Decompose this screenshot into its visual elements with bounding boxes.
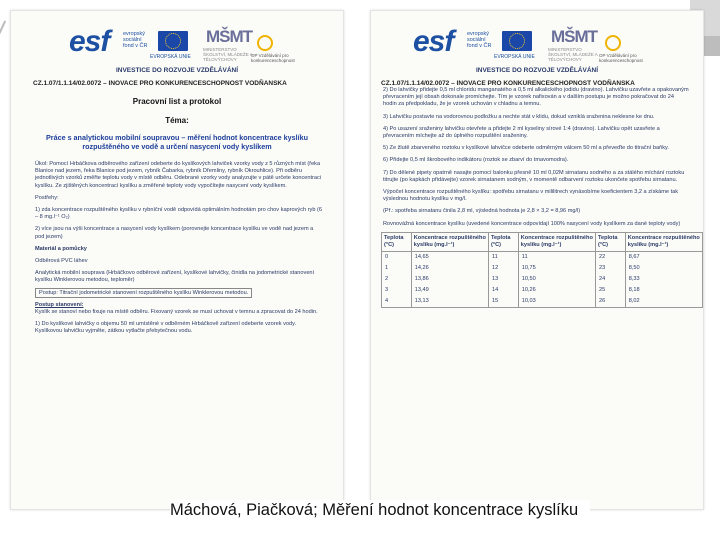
table-cell: 12 — [488, 263, 518, 274]
table-cell: 2 — [382, 274, 412, 285]
eu-flag-icon — [502, 31, 532, 51]
topic-subtitle: Práce s analytickou mobilní soupravou – měření hodnot koncentrace kyslíku rozpuštěného ve vodě a určení nasycení vody kyslíkem — [45, 133, 309, 151]
table-header: Teplota (°C) — [595, 232, 625, 251]
table-cell: 15 — [488, 296, 518, 308]
logo-bar — [371, 11, 703, 63]
table-cell: 3 — [382, 285, 412, 296]
step-6: 6) Přidejte 0,5 ml škrobového indikátoru (roztok se zbarví do tmavomodra). — [383, 157, 569, 164]
slide-caption: Máchová, Piačková; Měření hodnot koncentrace kyslíku — [170, 500, 590, 520]
table-cell: 8,18 — [625, 285, 702, 296]
table-cell: 14,65 — [411, 251, 488, 263]
table-cell: 13 — [488, 274, 518, 285]
logo-bar — [11, 11, 343, 63]
table-cell: 11 — [488, 251, 518, 263]
table-cell: 8,50 — [625, 263, 702, 274]
step-4: 4) Po usazení sraženiny lahvičku otevřete a přidejte 2 ml kyseliny sírové 1:4 (dravino). Lahvičku opět uzavřete a převracením míchejte až do úplného rozpuštění sraženiny. — [383, 125, 660, 140]
table-cell: 13,86 — [411, 274, 488, 285]
table-row — [382, 285, 703, 296]
observation-1: 1) zda koncentrace rozpuštěného kyslíku v rybníční vodě odpovídá optimálním hodnotám pro chov kaprových ryb (6 – 8 mg.l⁻¹ O₂) — [35, 207, 322, 221]
table-cell: 22 — [595, 251, 625, 263]
table-cell: 8,33 — [625, 274, 702, 285]
eu-label: EVROPSKÁ UNIE — [494, 54, 535, 60]
eu-label: EVROPSKÁ UNIE — [150, 54, 191, 60]
table-header-row — [382, 232, 703, 251]
table-row — [382, 296, 703, 308]
op-logo-icon — [605, 35, 621, 51]
observations-heading: Postřehy: — [35, 194, 59, 201]
table-row — [382, 263, 703, 274]
table-cell: 25 — [595, 285, 625, 296]
msmt-logo-subtitle: MINISTERSTVO ŠKOLSTVÍ, MLÁDEŽE A TĚLOVÝCHOVY — [548, 47, 598, 62]
determination-heading: Postup stanovení: — [35, 301, 84, 308]
worksheet-page-right — [370, 10, 704, 510]
project-id: CZ.1.07/1.1.14/02.0072 – INOVACE PRO KONKURENCESCHOPNOST VODŇANSKA — [381, 80, 635, 87]
esf-logo: esf — [413, 25, 454, 58]
table-cell: 10,03 — [518, 296, 595, 308]
table-row — [382, 251, 703, 263]
task-text: Úkol: Pomocí Hrbáčkova odběrového zařízení odeberte do kyslíkových lahviček vzorky vody z 5 různých míst (řeka Blanice nad jezem, řeka Blanice pod jezem, rybník Čabarka, rybník Dřemliny, rybník Okrouhlice). Při odběru jednotlivých vzorků změřte teplotu vody v místě odběru. Odebrané vzorky vody analyzujte v pátě určete koncentraci kyslíku. Ze zjištěných koncentrací kyslíku a změřené teploty vody vypočítejte nasycení vody kyslíkem. — [35, 161, 322, 189]
table-cell: 26 — [595, 296, 625, 308]
esf-logo-subtitle: evropský sociální fond v ČR — [467, 31, 492, 49]
step-3: 3) Lahvičku postavte na vodorovnou podložku a nechte stát v klidu, dokud vzniklá sraženina neklesne ke dnu. — [383, 113, 655, 120]
table-cell: 8,02 — [625, 296, 702, 308]
table-cell: 10,75 — [518, 263, 595, 274]
oxygen-saturation-table — [381, 232, 703, 308]
table-cell: 14 — [488, 285, 518, 296]
determination-note: Kyslík se stanoví nebo fixuje na místě odběru. Fixovaný vzorek se musí uchovat v temnu a zpracovat do 24 hodin. — [35, 309, 318, 316]
calculation-text: Výpočet koncentrace rozpuštěného kyslíku: spotřebu sirnatanu v mililitrech vynásobíme koeficientem 3,2 a získáme tak výslednou hodnotu kyslíku v mg/l. — [383, 189, 679, 203]
table-cell: 1 — [382, 263, 412, 274]
calculation-example: (Př.: spotřeba sirnatanu činila 2,8 ml, výsledná hodnota je 2,8 × 3,2 = 8,96 mg/l) — [383, 208, 581, 215]
table-cell: 10,26 — [518, 285, 595, 296]
table-header: Teplota (°C) — [488, 232, 518, 251]
table-row — [382, 274, 703, 285]
procedure-label: Postup: Titrační jodometrické stanovení rozpuštěného kyslíku Winklerovou metodou. — [35, 288, 252, 298]
msmt-logo: MŠMT — [551, 27, 598, 46]
observation-2: 2) více jsou na výši koncentrace a nasycení vody kyslíkem (porovnejte koncentrace kyslíku ve vodě nad jezem a pod jezem) — [35, 226, 314, 240]
op-logo-label: OP Vzdělávání pro konkurenceschopnost — [251, 53, 295, 63]
materials-heading: Materiál a pomůcky — [35, 245, 87, 252]
material-item-2: Analytická mobilní souprava (Hrbáčkovo odběrové zařízení, kyslíkové lahvičky, činidla na jodometrické stanovení kyslíku Winklerovou metodou, teploměr) — [35, 270, 315, 284]
eu-stars-icon — [165, 33, 181, 49]
msmt-logo: MŠMT — [206, 27, 253, 46]
op-logo-label: OP Vzdělávání pro konkurenceschopnost — [599, 53, 643, 63]
worksheet-title: Pracovní list a protokol — [132, 97, 222, 106]
table-cell: 10,50 — [518, 274, 595, 285]
table-cell: 4 — [382, 296, 412, 308]
edge-mark — [0, 21, 6, 40]
step-2: 2) Do lahvičky přidejte 0,5 ml chloridu manganatého a 0,5 ml alkalického jodidu (dravino). Lahvičku uzavřete a opakovaným převracením její obsah dokonale promíchejte. Tím je vzorek nafixován a v dalším postupu je možno pokračovat do 24 hodin za předpokladu, že je vzorek uchován v chladnu a temnu. — [383, 87, 689, 108]
material-item-1: Odběrová PVC láhev — [35, 258, 88, 265]
table-cell: 23 — [595, 263, 625, 274]
table-cell: 24 — [595, 274, 625, 285]
table-cell: 13,49 — [411, 285, 488, 296]
table-cell: 0 — [382, 251, 412, 263]
table-header: Koncentrace rozpuštěného kyslíku (mg.l⁻¹) — [411, 232, 488, 251]
invest-slogan: INVESTICE DO ROZVOJE VZDĚLÁVÁNÍ — [475, 67, 599, 74]
eu-flag-icon — [158, 31, 188, 51]
worksheet-page-left — [10, 10, 344, 510]
op-logo-icon — [257, 35, 273, 51]
esf-logo: esf — [69, 25, 110, 58]
table-header: Koncentrace rozpuštěného kyslíku (mg.l⁻¹) — [518, 232, 595, 251]
step-5: 5) Ze žlutě zbarveného roztoku v kyslíkové lahvičce odeberte odměrným válcem 50 ml a převeďte do titrační baňky. — [383, 145, 669, 152]
project-id: CZ.1.07/1.1.14/02.0072 – INOVACE PRO KONKURENCESCHOPNOST VODŇANSKA — [33, 80, 287, 87]
table-cell: 11 — [518, 251, 595, 263]
table-cell: 13,13 — [411, 296, 488, 308]
msmt-logo-subtitle: MINISTERSTVO ŠKOLSTVÍ, MLÁDEŽE A TĚLOVÝCHOVY — [203, 47, 253, 62]
table-header: Teplota (°C) — [382, 232, 412, 251]
table-cell: 8,67 — [625, 251, 702, 263]
esf-logo-subtitle: evropský sociální fond v ČR — [123, 31, 148, 49]
topic-label: Téma: — [165, 116, 189, 125]
invest-slogan: INVESTICE DO ROZVOJE VZDĚLÁVÁNÍ — [115, 67, 239, 74]
step-1: 1) Do kyslíkové lahvičky o objemu 50 ml umístěné v odběrném Hrbáčkově zařízení odeberte vzorek vody. Kyslíkovou lahvičku vyjměte, zátkou vytlačte přebytečnou vodu. — [35, 321, 297, 335]
table-intro: Rovnovážná koncentrace kyslíku (uvedené koncentrace odpovídají 100% nasycení vody kyslíkem za dané teploty vody) — [383, 220, 681, 227]
table-cell: 14,26 — [411, 263, 488, 274]
eu-stars-icon — [509, 33, 525, 49]
table-header: Koncentrace rozpuštěného kyslíku (mg.l⁻¹) — [625, 232, 702, 251]
step-7: 7) Do dělené pipety opatrně nasajte pomocí balonku přesně 10 ml 0,02M sirnatanu sodného a za stálého míchání roztoku titrujte (po kapkách přidávejte) vzorek sirnatanem sodným, v momentě odbarvení roztoku ukončete spotřebu sirnatanu. — [383, 169, 685, 183]
corner-shape-secondary — [702, 36, 720, 56]
